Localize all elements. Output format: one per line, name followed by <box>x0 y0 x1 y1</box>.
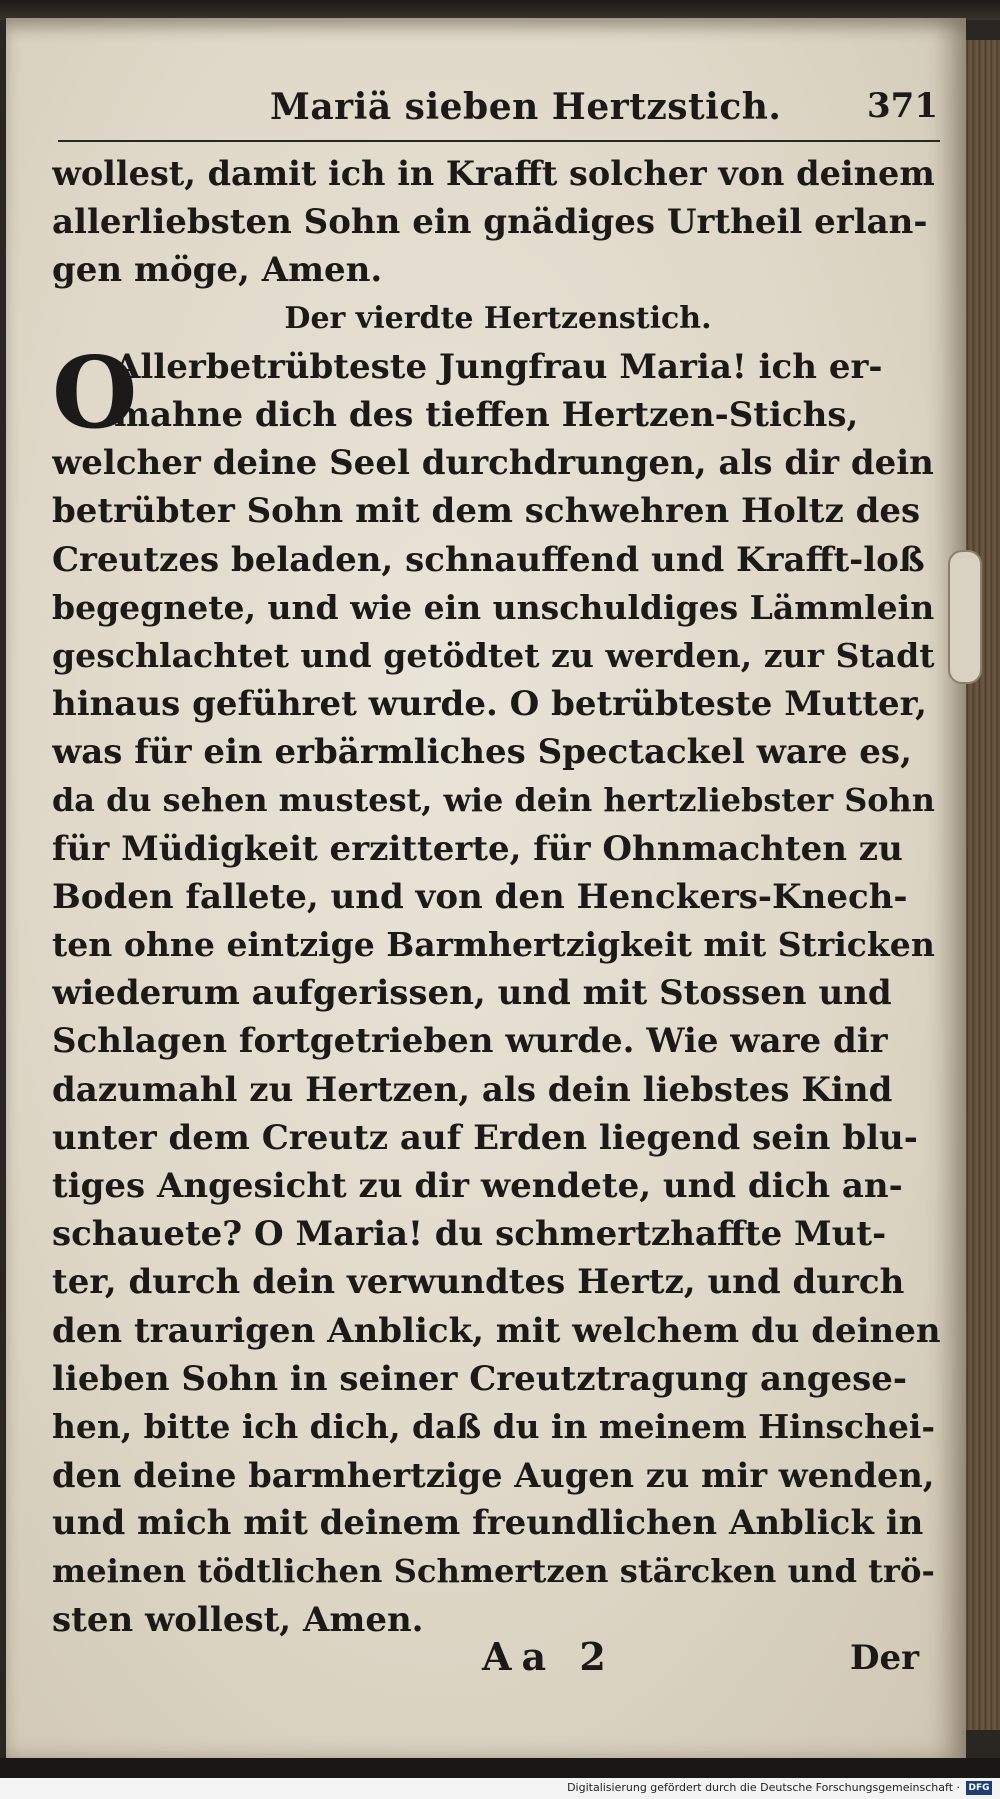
running-title: Mariä sieben Hertzstich. <box>270 86 782 128</box>
header-rule <box>58 140 940 142</box>
scan-bottom-edge <box>0 1758 1000 1778</box>
text-line: welcher deine Seel durchdrungen, als dir dein <box>52 443 934 484</box>
text-line: da du sehen mustest, wie dein hertzliebster Sohn <box>52 781 935 820</box>
text-line: den traurigen Anblick, mit welchem du deinen <box>52 1310 941 1351</box>
text-line: allerliebsten Sohn ein gnädiges Urtheil erlan- <box>52 202 928 243</box>
text-line: ten ohne eintzige Barmhertzigkeit mit Stricken <box>52 925 935 964</box>
text-line: mahne dich des tieffen Hertzen-Stichs, <box>114 394 859 435</box>
text-line: was für ein erbärmliches Spectackel ware es, <box>52 732 912 773</box>
section-heading: Der vierdte Hertzenstich. <box>284 300 712 336</box>
page-text-block <box>52 150 944 1644</box>
text-line: geschlachtet und getödtet zu werden, zur Stadt <box>52 635 935 675</box>
text-line: begegnete, und wie ein unschuldiges Lämmlein <box>52 587 935 627</box>
text-line: tiges Angesicht zu dir wendete, und dich an- <box>52 1165 903 1206</box>
page-header <box>60 82 940 132</box>
dfg-logo-icon: DFG <box>966 1781 992 1795</box>
text-line: ter, durch dein verwundtes Hertz, und durch <box>52 1262 905 1303</box>
text-line: sten wollest, Amen. <box>52 1599 424 1640</box>
text-line: hinaus geführet wurde. O betrübteste Mutter, <box>52 684 927 725</box>
digitization-credit: Digitalisierung gefördert durch die Deutsche Forschungsgemeinschaft · <box>567 1781 960 1794</box>
text-line: und mich mit deinem freundlichen Anblick in <box>52 1503 924 1544</box>
text-line: hen, bitte ich dich, daß du in meinem Hinschei- <box>52 1406 936 1446</box>
text-line: für Müdigkeit erzitterte, für Ohnmachten zu <box>52 828 903 869</box>
book-page-edges <box>962 40 1000 1730</box>
text-line: betrübter Sohn mit dem schwehren Holtz des <box>52 491 921 532</box>
page-number: 371 <box>867 86 938 126</box>
scan-top-edge <box>0 0 1000 20</box>
text-line: den deine barmhertzige Augen zu mir wenden, <box>52 1455 935 1496</box>
text-line: Boden fallete, und von den Henckers-Knech- <box>52 876 908 917</box>
drop-cap: O <box>52 336 138 451</box>
page-tab-marker <box>948 550 982 684</box>
text-line: Allerbetrübteste Jungfrau Maria! ich er- <box>114 346 883 387</box>
text-line: wollest, damit ich in Krafft solcher von deinem <box>52 154 935 193</box>
catchword: Der <box>850 1638 920 1678</box>
text-line: gen möge, Amen. <box>52 250 383 291</box>
text-line: unter dem Creutz auf Erden liegend sein blu- <box>52 1117 918 1158</box>
signature-mark: Aa 2 <box>482 1634 616 1679</box>
text-line: wiederum aufgerissen, und mit Stossen und <box>52 973 892 1014</box>
text-line: schauete? O Maria! du schmertzhaffte Mut- <box>52 1214 887 1255</box>
text-line: lieben Sohn in seiner Creutztragung angese- <box>52 1358 908 1399</box>
text-line: Schlagen fortgetrieben wurde. Wie ware dir <box>52 1021 888 1062</box>
text-line: dazumahl zu Hertzen, als dein liebstes Kind <box>52 1069 893 1110</box>
text-line: Creutzes beladen, schnauffend und Krafft-loß <box>52 539 925 580</box>
text-line: meinen tödtlichen Schmertzen stärcken und trö- <box>52 1552 935 1591</box>
